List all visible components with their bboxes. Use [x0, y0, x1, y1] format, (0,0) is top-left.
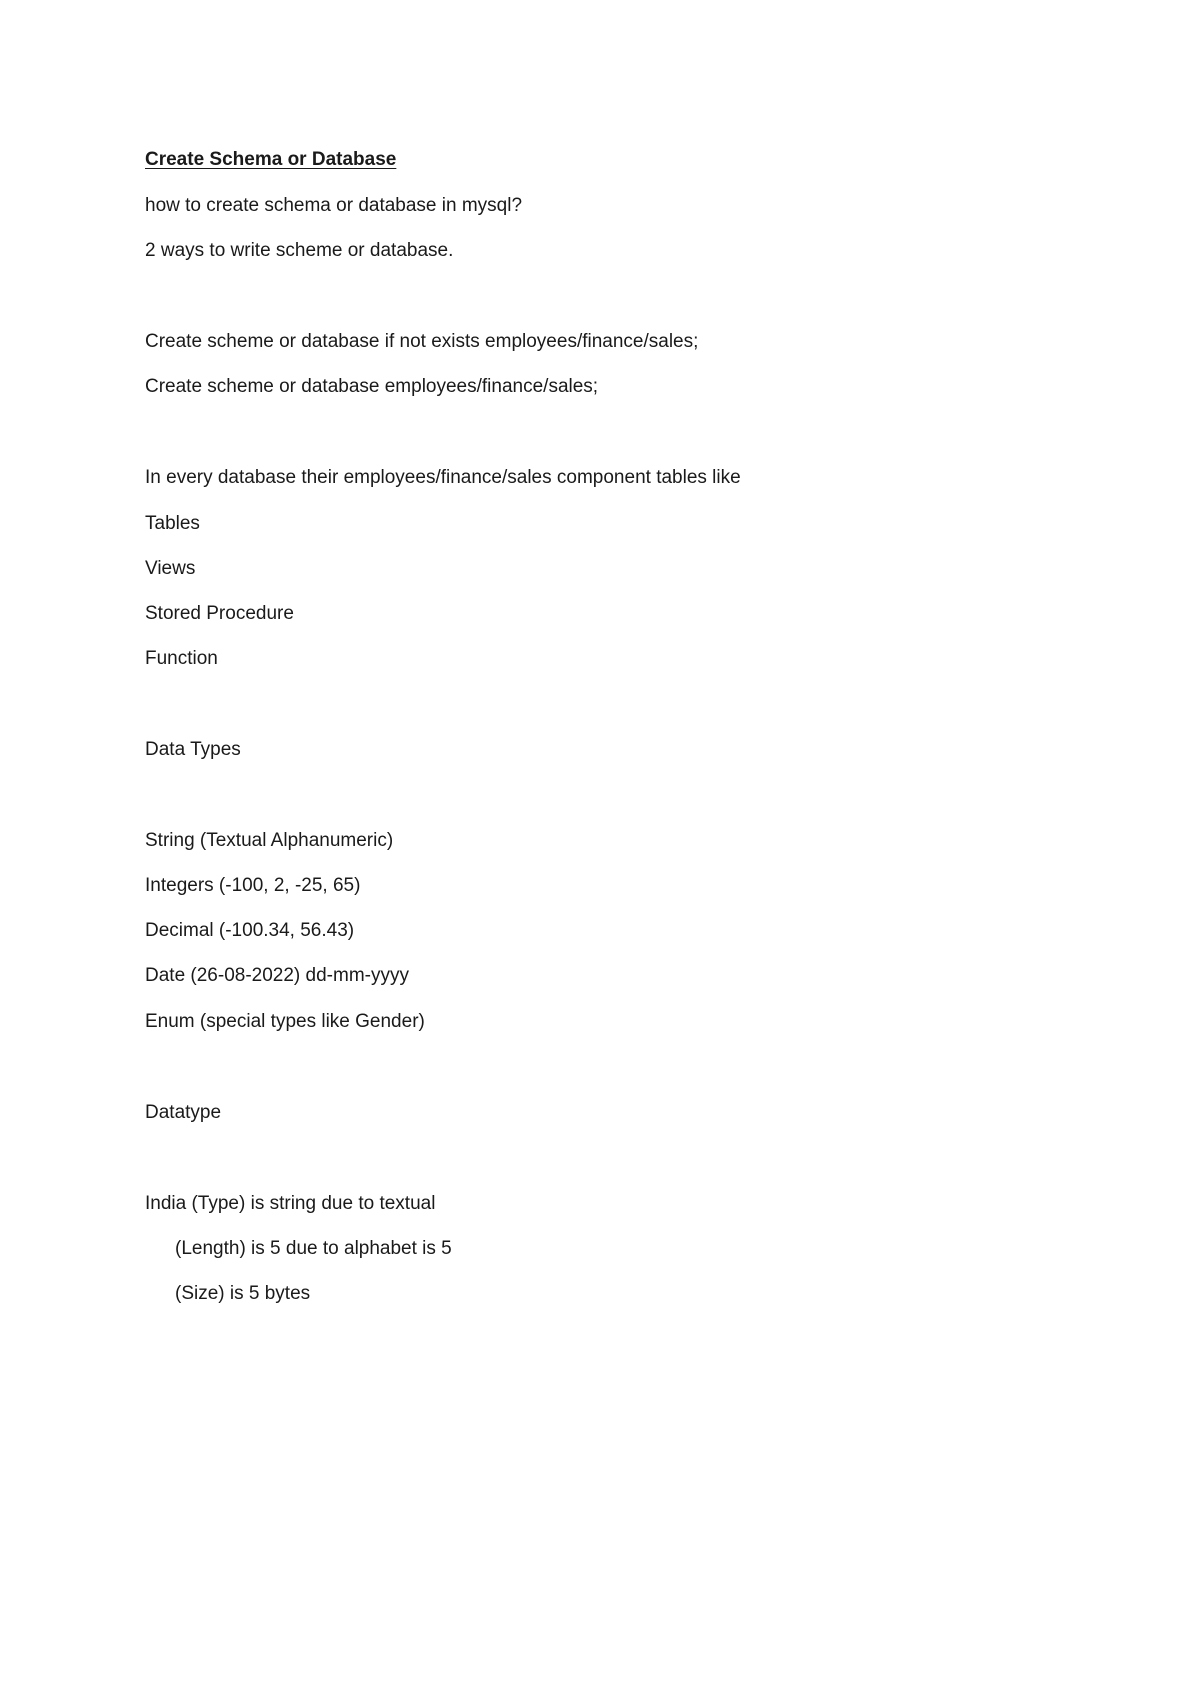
datatype-heading: Datatype	[145, 1102, 222, 1123]
components-intro-line: In every database their employees/finance/sales component tables like	[145, 467, 741, 488]
component-item: Views	[145, 558, 196, 579]
example-detail: (Length) is 5 due to alphabet is 5	[175, 1238, 452, 1259]
data-types-heading: Data Types	[145, 739, 241, 760]
data-type-item: Date (26-08-2022) dd-mm-yyyy	[145, 965, 409, 986]
component-item: Tables	[145, 513, 200, 534]
statement-if-not-exists: Create scheme or database if not exists employees/finance/sales;	[145, 331, 699, 352]
example-detail: (Size) is 5 bytes	[175, 1283, 311, 1304]
ways-intro-line: 2 ways to write scheme or database.	[145, 240, 454, 261]
component-item: Stored Procedure	[145, 603, 294, 624]
example-line: India (Type) is string due to textual	[145, 1193, 436, 1214]
component-item: Function	[145, 648, 218, 669]
question-line: how to create schema or database in mysql?	[145, 195, 523, 216]
statement-plain: Create scheme or database employees/finance/sales;	[145, 376, 599, 397]
data-type-item: String (Textual Alphanumeric)	[145, 830, 394, 851]
data-type-item: Integers (-100, 2, -25, 65)	[145, 875, 361, 896]
document-heading: Create Schema or Database	[145, 149, 397, 170]
data-type-item: Enum (special types like Gender)	[145, 1011, 425, 1032]
data-type-item: Decimal (-100.34, 56.43)	[145, 920, 355, 941]
